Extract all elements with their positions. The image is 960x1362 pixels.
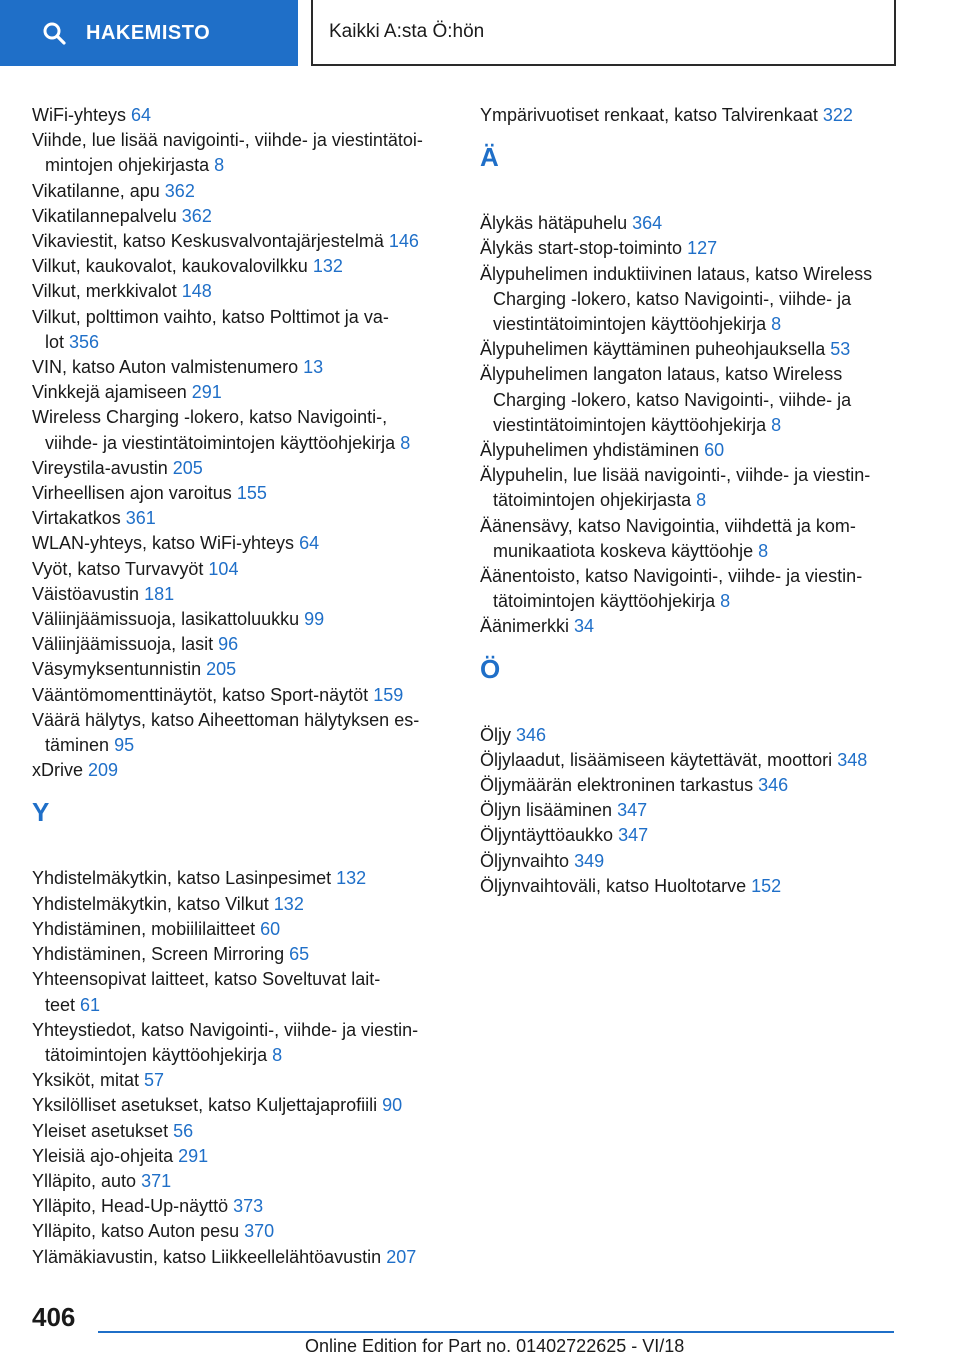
page-link[interactable]: 132 [312, 256, 343, 277]
index-entry [32, 179, 452, 204]
entry-text: Älypuhelimen käyttäminen puheohjauksella [480, 339, 826, 360]
page-link[interactable]: 349 [574, 850, 605, 871]
entry-text: Öljylaadut, lisäämiseen käytettävät, moottori [480, 749, 833, 770]
page-link[interactable]: 8 [214, 155, 225, 176]
index-entry [32, 481, 452, 506]
page-link[interactable]: 60 [704, 440, 725, 461]
index-entry [480, 438, 900, 463]
index-entry [32, 456, 452, 481]
entry-text: tätoimintojen ohjekirjasta [493, 490, 692, 511]
index-entry [480, 211, 900, 236]
index-entry [480, 337, 900, 362]
index-entry [480, 823, 900, 848]
page-link[interactable]: 8 [272, 1044, 283, 1065]
page-link[interactable]: 96 [218, 634, 239, 655]
index-entry [32, 942, 452, 967]
index-entry [480, 798, 900, 823]
page-link[interactable]: 291 [191, 382, 222, 403]
entry-text: Virheellisen ajon varoitus [32, 483, 232, 504]
index-tab-label: HAKEMISTO [86, 21, 211, 44]
a-to-z-tab[interactable] [311, 0, 896, 66]
entry-text: Yhteensopivat laitteet, katso Soveltuvat lait- [32, 969, 381, 990]
footer-edition-text: Online Edition for Part no. 01402722625 - VI/18 [305, 1336, 685, 1356]
index-entry [32, 758, 452, 783]
index-entry [480, 748, 900, 773]
entry-text: Yhdistelmäkytkin, katso Lasinpesimet [32, 868, 332, 889]
entry-text: Yhdistäminen, Screen Mirroring [32, 944, 285, 965]
entry-text: Vinkkejä ajamiseen [32, 382, 187, 403]
entry-text: Ylämäkiavustin, katso Liikkeellelähtöavustin [32, 1246, 382, 1267]
entry-text: Öljynvaihtoväli, katso Huoltotarve [480, 875, 747, 896]
index-entry [32, 1169, 452, 1194]
page-link[interactable]: 57 [144, 1070, 165, 1091]
entry-text: Vilkut, kaukovalot, kaukovalovilkku [32, 256, 308, 277]
index-entry [32, 917, 452, 942]
index-tab[interactable] [0, 0, 298, 66]
index-entry [480, 236, 900, 261]
index-column-left [32, 103, 452, 1270]
page-link[interactable]: 8 [400, 432, 411, 453]
entry-text: Öljy [480, 724, 511, 745]
index-entry [32, 305, 452, 355]
entry-text: Väistöavustin [32, 583, 140, 604]
page-link[interactable]: 207 [386, 1246, 417, 1267]
entry-text: Virtakatkos [32, 508, 121, 529]
page-link[interactable]: 371 [141, 1170, 172, 1191]
entry-text: Väliinjäämissuoja, lasikattoluukku [32, 609, 300, 630]
entry-text: Vilkut, polttimon vaihto, katso Polttimot ja va- [32, 306, 389, 327]
index-entry [32, 355, 452, 380]
page-link[interactable]: 291 [178, 1145, 209, 1166]
page-link[interactable]: 95 [114, 735, 135, 756]
page-link[interactable]: 61 [80, 994, 101, 1015]
entry-text: Vilkut, merkkivalot [32, 281, 177, 302]
index-entry [480, 463, 900, 513]
page-link[interactable]: 148 [181, 281, 212, 302]
page-link[interactable]: 347 [617, 800, 648, 821]
index-entry [32, 128, 452, 178]
page-link[interactable]: 362 [181, 205, 212, 226]
page-link[interactable]: 346 [758, 775, 789, 796]
page-link[interactable]: 373 [233, 1196, 264, 1217]
entry-text: Charging -lokero, katso Navigointi-, viihde- ja [493, 389, 852, 410]
entry-text: Älypuhelimen induktiivinen lataus, katso Wireless [480, 263, 873, 284]
page-link[interactable]: 348 [837, 749, 868, 770]
entry-text: Älykäs hätäpuhelu [480, 213, 628, 234]
entry-text: viihde- ja viestintätoimintojen käyttöohjekirja [45, 432, 396, 453]
entry-text: Viihde, lue lisää navigointi-, viihde- ja viestintätoi- [32, 130, 423, 151]
index-entry [480, 874, 900, 899]
page-link[interactable]: 132 [336, 868, 367, 889]
entry-text: Öljymäärän elektroninen tarkastus [480, 775, 754, 796]
entry-text: Yleisiä ajo-ohjeita [32, 1145, 174, 1166]
entry-text: Väsymyksentunnistin [32, 659, 202, 680]
index-entry [480, 723, 900, 748]
page-link[interactable]: 361 [125, 508, 156, 529]
entry-text: Öljyn lisääminen [480, 800, 613, 821]
page-link[interactable]: 99 [304, 609, 325, 630]
entry-text: Charging -lokero, katso Navigointi-, viihde- ja [493, 288, 852, 309]
entry-text: teet [45, 994, 76, 1015]
section-letter: Y [32, 797, 50, 828]
entry-text: Vikatilanne, apu [32, 180, 160, 201]
entry-text: Ylläpito, katso Auton pesu [32, 1221, 240, 1242]
index-entry [32, 582, 452, 607]
index-entry [480, 564, 900, 614]
index-entry [32, 1093, 452, 1118]
index-entry [480, 849, 900, 874]
entry-text: Älypuhelimen yhdistäminen [480, 440, 700, 461]
entry-text: Älykäs start-stop-toiminto [480, 238, 683, 259]
page-link[interactable]: 56 [173, 1120, 194, 1141]
index-entry [32, 607, 452, 632]
index-entry [32, 1119, 452, 1144]
page-link[interactable]: 370 [244, 1221, 275, 1242]
page-link[interactable]: 13 [303, 357, 324, 378]
page-link[interactable]: 152 [751, 875, 782, 896]
index-entry [32, 1245, 452, 1270]
index-entry [32, 229, 452, 254]
index-entry [32, 1144, 452, 1169]
page-link[interactable]: 65 [289, 944, 310, 965]
index-entry [32, 506, 452, 531]
entry-text: Yksiköt, mitat [32, 1070, 140, 1091]
entry-text: Yhteystiedot, katso Navigointi-, viihde- ja viestin- [32, 1019, 419, 1040]
entry-text: Ylläpito, auto [32, 1170, 137, 1191]
index-entry [480, 262, 900, 338]
index-entry [32, 892, 452, 917]
index-column-right [480, 103, 900, 899]
page-link[interactable]: 322 [822, 105, 853, 125]
entry-text: Vikatilannepalvelu [32, 205, 177, 226]
index-entry [32, 1018, 452, 1068]
page-link[interactable]: 347 [618, 825, 649, 846]
entry-text: Ylläpito, Head-Up-näyttö [32, 1196, 229, 1217]
index-entry [480, 614, 900, 639]
entry-text: Yksilölliset asetukset, katso Kuljettajaprofiili [32, 1095, 378, 1116]
entry-text: VIN, katso Auton valmistenumero [32, 357, 299, 378]
page-link[interactable]: 159 [373, 684, 404, 705]
page-link[interactable]: 104 [208, 558, 239, 579]
page-link[interactable]: 64 [299, 533, 320, 554]
entry-text: Öljyntäyttöaukko [480, 825, 614, 846]
page-link[interactable]: 362 [164, 180, 195, 201]
a-to-z-tab-label: Kaikki A:sta Ö:hön [329, 21, 485, 42]
index-entry [32, 683, 452, 708]
page-link[interactable]: 53 [830, 339, 851, 360]
entry-text: Ympärivuotiset renkaat, katso Talvirenkaat [480, 105, 818, 125]
page-link[interactable]: 364 [632, 213, 663, 234]
footer-divider [98, 1331, 894, 1333]
index-entry [32, 557, 452, 582]
entry-text: Äänimerkki [480, 616, 570, 637]
index-entry [32, 657, 452, 682]
index-entry [32, 1068, 452, 1093]
index-entry [480, 362, 900, 438]
top-navigation [0, 0, 960, 66]
index-entry [32, 254, 452, 279]
entry-text: Vyöt, katso Turvavyöt [32, 558, 204, 579]
index-entry [32, 708, 452, 758]
index-entry [32, 531, 452, 556]
index-entry [32, 405, 452, 455]
page-link[interactable]: 8 [771, 414, 782, 435]
entry-text: Vireystila-avustin [32, 457, 168, 478]
index-entry [32, 1219, 452, 1244]
page-number: 406 [32, 1302, 76, 1332]
index-entry [32, 204, 452, 229]
index-entry [32, 279, 452, 304]
page-link[interactable]: 132 [273, 893, 304, 914]
section-letter: Ä [480, 142, 499, 173]
entry-text: Väärä hälytys, katso Aiheettoman hälytyksen es- [32, 709, 420, 730]
page-link[interactable]: 8 [720, 591, 731, 612]
entry-text: lot [45, 331, 65, 352]
page-link[interactable]: 8 [696, 490, 707, 511]
entry-text: Öljynvaihto [480, 850, 570, 871]
entry-text: Yleiset asetukset [32, 1120, 169, 1141]
page-link[interactable]: 146 [388, 231, 419, 252]
entry-text: täminen [45, 735, 110, 756]
page-link[interactable]: 127 [687, 238, 718, 259]
search-icon [42, 21, 66, 45]
entry-text: Älypuhelin, lue lisää navigointi-, viihde- ja viestin- [480, 465, 871, 486]
page-link[interactable]: 181 [144, 583, 175, 604]
page-link[interactable]: 205 [172, 457, 203, 478]
entry-text: viestintätoimintojen käyttöohjekirja [493, 414, 767, 435]
entry-text: munikaatiota koskeva käyttöohje [493, 540, 754, 561]
entry-text: Vääntömomenttinäytöt, katso Sport-näytöt [32, 684, 369, 705]
entry-text: Yhdistelmäkytkin, katso Vilkut [32, 893, 269, 914]
page-link[interactable]: 209 [88, 760, 119, 781]
index-entry [32, 967, 452, 1017]
entry-text: tätoimintojen käyttöohjekirja [45, 1044, 268, 1065]
page-link[interactable]: 64 [131, 105, 152, 125]
entry-text: Väliinjäämissuoja, lasit [32, 634, 214, 655]
index-entry [480, 103, 900, 128]
entry-text: tätoimintojen käyttöohjekirja [493, 591, 716, 612]
section-letter: Ö [480, 653, 501, 684]
entry-text: Älypuhelimen langaton lataus, katso Wireless [480, 364, 843, 385]
entry-text: WiFi-yhteys [32, 105, 126, 125]
entry-text: Yhdistäminen, mobiililaitteet [32, 918, 256, 939]
index-entry [32, 1194, 452, 1219]
entry-text: xDrive [32, 760, 84, 781]
entry-text: Vikaviestit, katso Keskusvalvontajärjestelmä [32, 231, 384, 252]
index-entry [32, 103, 452, 128]
entry-text: Wireless Charging -lokero, katso Navigointi-, [32, 407, 388, 428]
page-link[interactable]: 8 [771, 314, 782, 335]
entry-text: Äänensävy, katso Navigointia, viihdettä ja kom- [480, 515, 856, 536]
page-link[interactable]: 356 [69, 331, 100, 352]
page-link[interactable]: 90 [382, 1095, 403, 1116]
page-link[interactable]: 8 [758, 540, 769, 561]
index-entry [32, 866, 452, 891]
page-link[interactable]: 346 [516, 724, 547, 745]
index-entry [480, 514, 900, 564]
entry-text: viestintätoimintojen käyttöohjekirja [493, 314, 767, 335]
entry-text: mintojen ohjekirjasta [45, 155, 210, 176]
entry-text: Äänentoisto, katso Navigointi-, viihde- ja viestin- [480, 566, 863, 587]
index-entry [32, 632, 452, 657]
page-link[interactable]: 60 [260, 918, 281, 939]
page-link[interactable]: 205 [206, 659, 237, 680]
entry-text: WLAN-yhteys, katso WiFi-yhteys [32, 533, 295, 554]
page-link[interactable]: 155 [236, 483, 267, 504]
index-entry [32, 380, 452, 405]
index-entry [480, 773, 900, 798]
page-link[interactable]: 34 [574, 616, 595, 637]
